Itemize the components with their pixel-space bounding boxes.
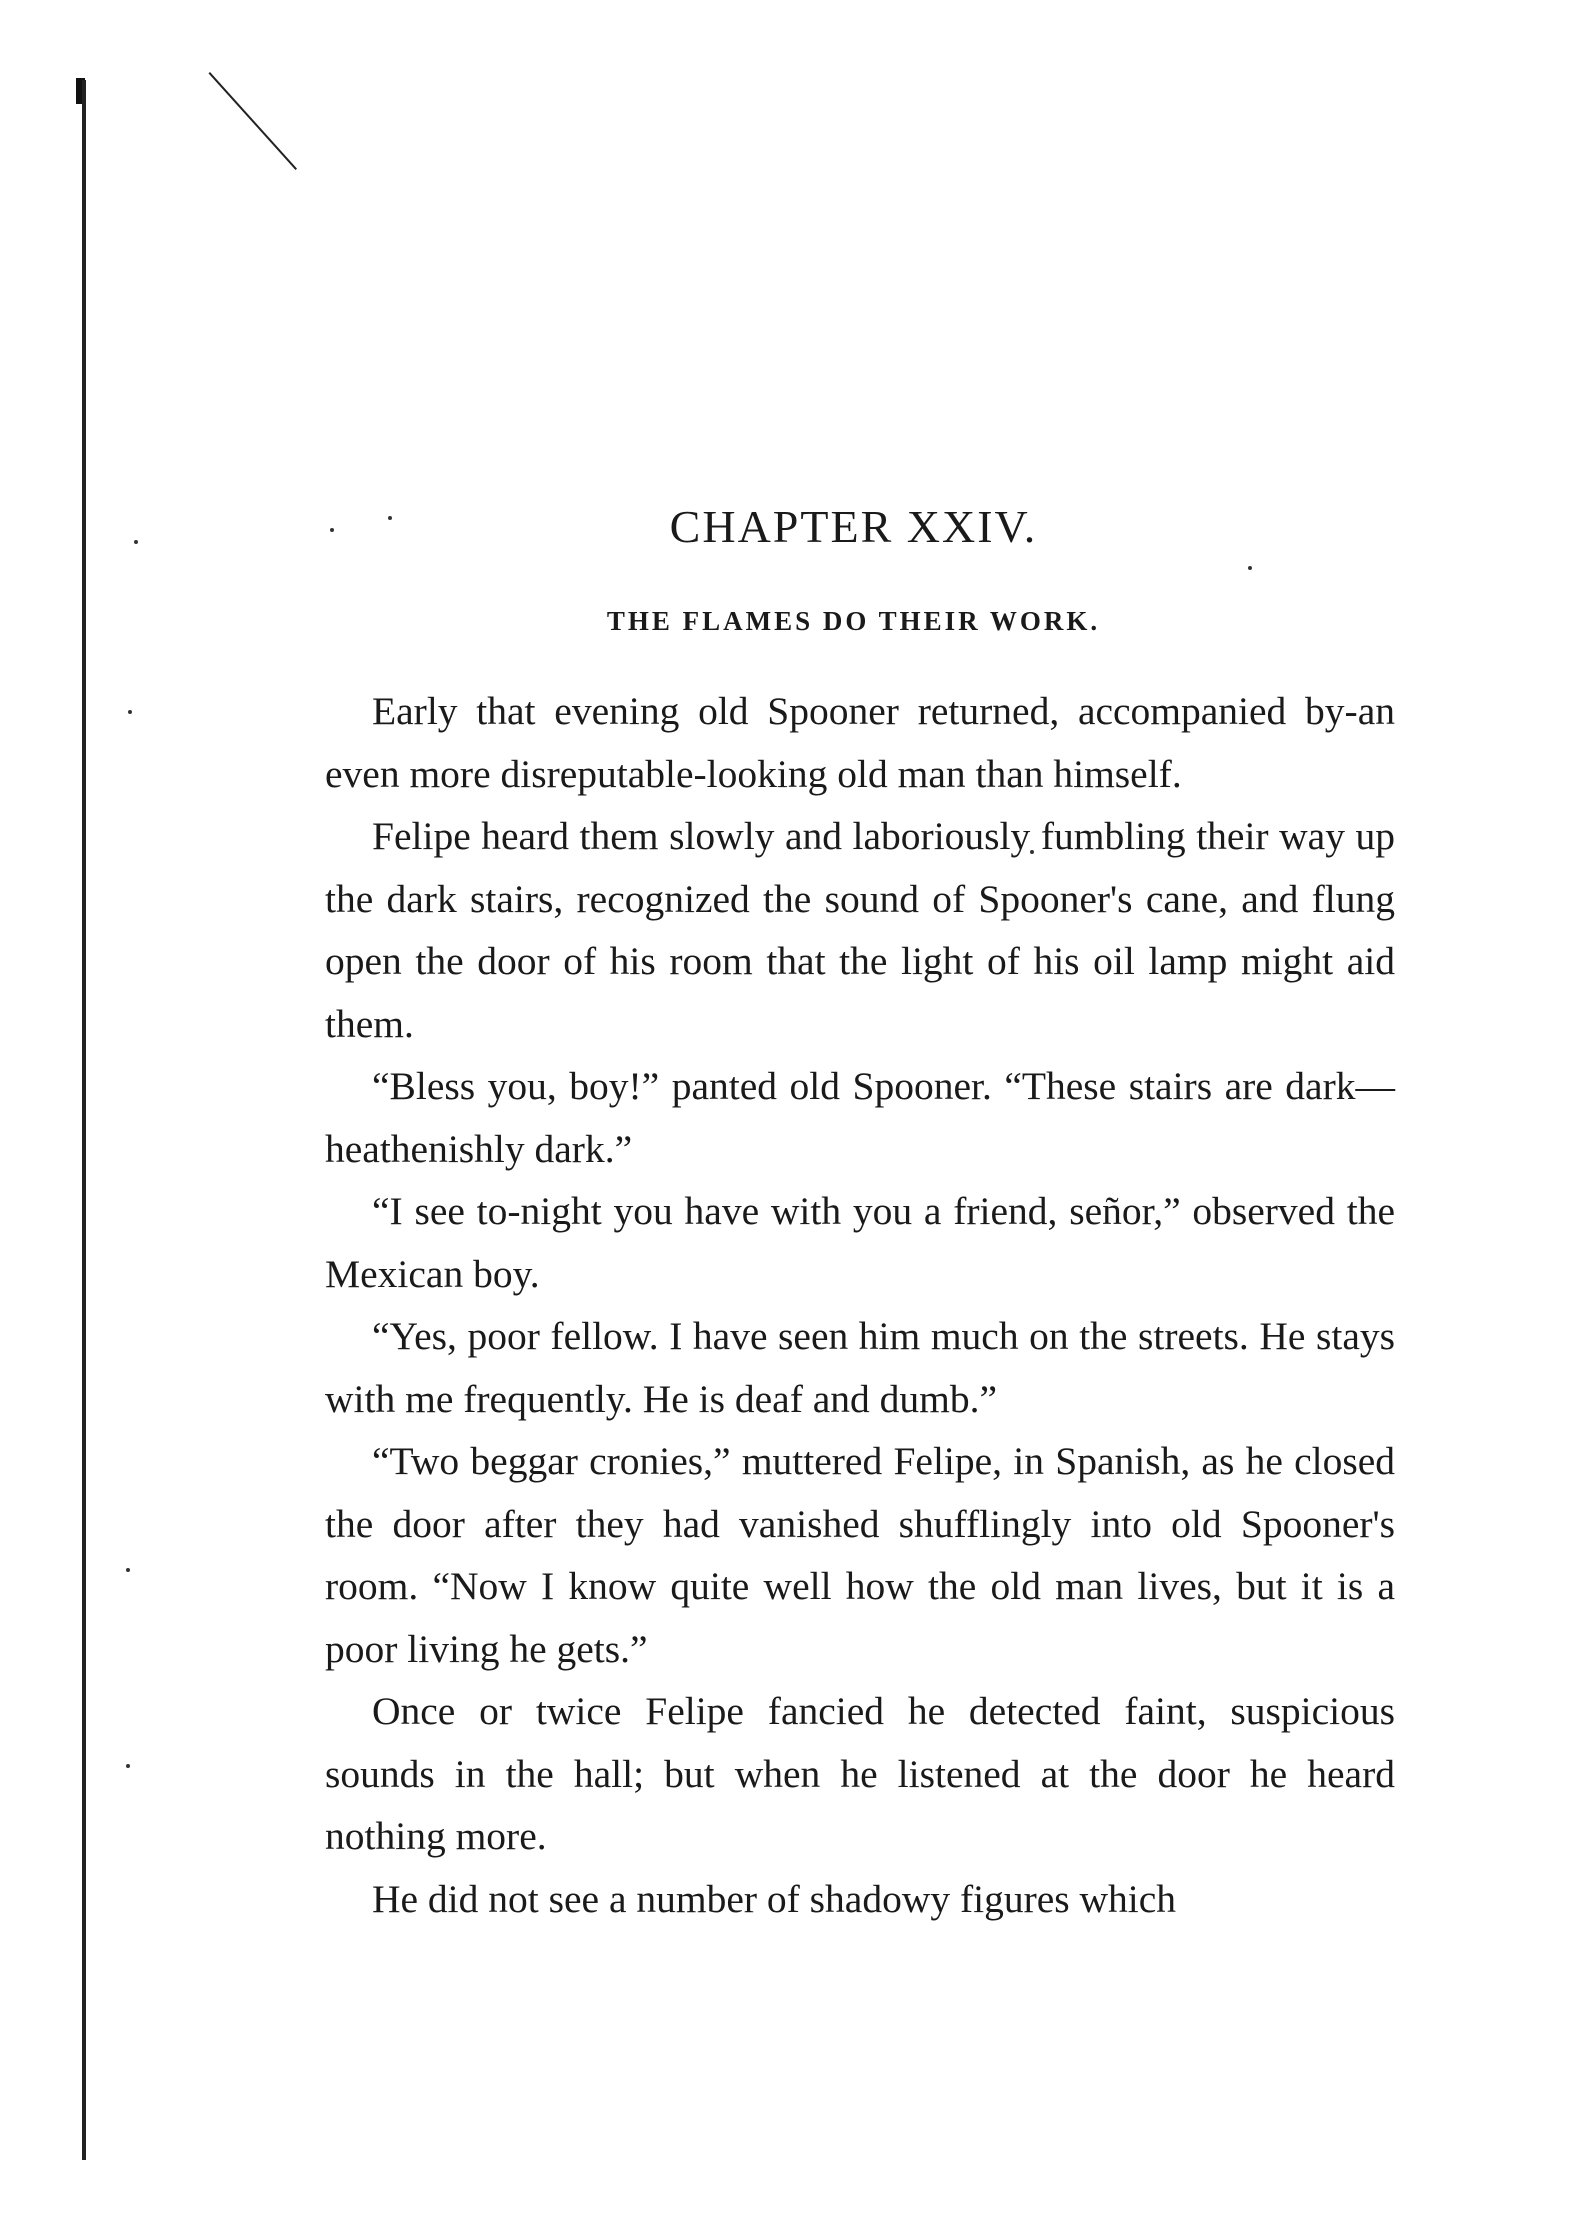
- paragraph: Early that evening old Spooner returned, accompanied by-an even more disreputable-looking old man than himself.: [325, 689, 1395, 796]
- pencil-mark: [209, 72, 297, 170]
- chapter-subtitle: THE FLAMES DO THEIR WORK.: [606, 606, 1101, 636]
- paragraph: “Two beggar cronies,” muttered Felipe, in Spanish, as he closed the door after they had vanished shufflingly into old Spooner's room. “Now I know quite well how the old man lives, but it is a poor living he gets.”: [325, 1439, 1395, 1671]
- scan-speck: [126, 1568, 130, 1572]
- paragraph: “I see to-night you have with you a friend, señor,” observed the Mexican boy.: [325, 1189, 1395, 1296]
- scan-speck: [1248, 566, 1252, 570]
- paragraph: “Bless you, boy!” panted old Spooner. “These stairs are dark—heathenishly dark.”: [325, 1064, 1395, 1171]
- chapter-title: CHAPTER XXIV.: [669, 501, 1038, 552]
- paragraph: Felipe heard them slowly and laboriously fumbling their way up the dark stairs, recognized the sound of Spooner's cane, and flung open the door of his room that the light of his oil lamp might aid them.: [325, 814, 1395, 1046]
- chapter-body: [325, 680, 1395, 1930]
- scan-speck: [128, 710, 132, 714]
- scan-speck: [126, 1764, 130, 1768]
- paragraph: He did not see a number of shadowy figures which: [372, 1876, 1177, 1921]
- binding-edge-line: [82, 80, 86, 2160]
- paragraph: “Yes, poor fellow. I have seen him much on the streets. He stays with me frequently. He is deaf and dumb.”: [325, 1314, 1395, 1421]
- paragraph: Once or twice Felipe fancied he detected faint, suspicious sounds in the hall; but when he listened at the door he heard nothing more.: [325, 1689, 1395, 1858]
